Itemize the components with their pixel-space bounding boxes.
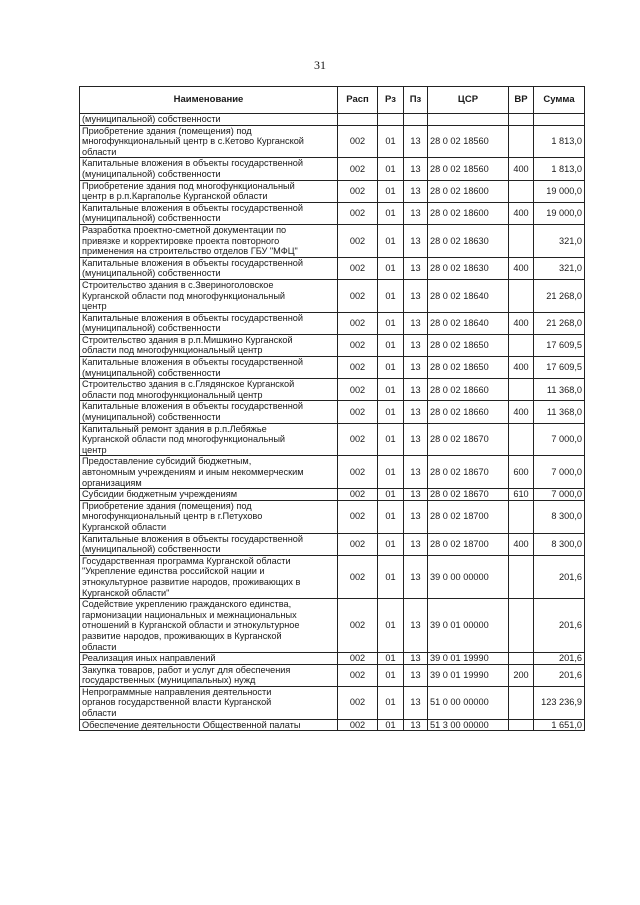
cell-name: Субсидии бюджетным учреждениям (80, 489, 338, 501)
cell-rz: 01 (378, 664, 404, 686)
cell-rasp: 002 (338, 423, 378, 456)
cell-vr (509, 500, 534, 533)
cell-sum: 8 300,0 (534, 500, 585, 533)
cell-vr: 400 (509, 533, 534, 555)
cell-pz: 13 (404, 158, 428, 180)
cell-sum: 201,6 (534, 664, 585, 686)
cell-sum: 201,6 (534, 599, 585, 653)
cell-csr: 28 0 02 18670 (428, 456, 509, 489)
cell-csr: 39 0 01 19990 (428, 653, 509, 665)
cell-rasp: 002 (338, 357, 378, 379)
cell-name: Строительство здания в с.Глядянское Курганской области под многофункциональный центр (80, 379, 338, 401)
table-row (80, 500, 585, 533)
cell-rz: 01 (378, 423, 404, 456)
table-row (80, 125, 585, 158)
table-row (80, 180, 585, 202)
cell-pz: 13 (404, 533, 428, 555)
cell-sum: 1 813,0 (534, 125, 585, 158)
cell-name: Обеспечение деятельности Общественной палаты (80, 719, 338, 731)
cell-rz: 01 (378, 379, 404, 401)
cell-rz: 01 (378, 500, 404, 533)
cell-name: Капитальные вложения в объекты государственной (муниципальной) собственности (80, 357, 338, 379)
cell-csr: 28 0 02 18640 (428, 312, 509, 334)
cell-pz: 13 (404, 357, 428, 379)
cell-pz: 13 (404, 423, 428, 456)
table-row (80, 489, 585, 501)
cell-csr: 28 0 02 18660 (428, 379, 509, 401)
cell-name: Приобретение здания (помещения) под многофункциональный центр в г.Петухово Курганской области (80, 500, 338, 533)
table-row (80, 423, 585, 456)
header-rz: Рз (378, 87, 404, 114)
cell-csr: 28 0 02 18650 (428, 357, 509, 379)
cell-rasp: 002 (338, 686, 378, 719)
cell-rasp: 002 (338, 401, 378, 423)
cell-name: Приобретение здания (помещения) под многофункциональный центр в с.Кетово Курганской области (80, 125, 338, 158)
cell-csr: 28 0 02 18600 (428, 202, 509, 224)
cell-vr: 400 (509, 312, 534, 334)
table-header-row (80, 87, 585, 114)
cell-vr: 200 (509, 664, 534, 686)
cell-rasp: 002 (338, 599, 378, 653)
cell-csr: 28 0 02 18600 (428, 180, 509, 202)
cell-rasp: 002 (338, 555, 378, 598)
cell-sum: 17 609,5 (534, 357, 585, 379)
cell-vr (509, 334, 534, 356)
table-row (80, 202, 585, 224)
cell-csr: 39 0 00 00000 (428, 555, 509, 598)
cell-rz: 01 (378, 489, 404, 501)
cell-rasp (338, 114, 378, 126)
table-row (80, 224, 585, 257)
cell-name: Приобретение здания под многофункциональный центр в р.п.Каргаполье Курганской области (80, 180, 338, 202)
cell-vr (509, 379, 534, 401)
cell-rz: 01 (378, 456, 404, 489)
cell-rasp: 002 (338, 664, 378, 686)
cell-pz: 13 (404, 555, 428, 598)
cell-rz: 01 (378, 401, 404, 423)
cell-rz: 01 (378, 257, 404, 279)
table-row (80, 158, 585, 180)
cell-rasp: 002 (338, 279, 378, 312)
cell-name: Реализация иных направлений (80, 653, 338, 665)
cell-sum: 123 236,9 (534, 686, 585, 719)
cell-csr: 28 0 02 18660 (428, 401, 509, 423)
cell-sum: 21 268,0 (534, 279, 585, 312)
header-pz: Пз (404, 87, 428, 114)
cell-name: Строительство здания в р.п.Мишкино Курганской области под многофункциональный центр (80, 334, 338, 356)
cell-pz: 13 (404, 202, 428, 224)
cell-rz: 01 (378, 158, 404, 180)
cell-vr: 600 (509, 456, 534, 489)
cell-name: Непрограммные направления деятельности органов государственной власти Курганской области (80, 686, 338, 719)
cell-csr: 39 0 01 00000 (428, 599, 509, 653)
cell-rasp: 002 (338, 533, 378, 555)
cell-vr (509, 125, 534, 158)
cell-csr: 28 0 02 18670 (428, 423, 509, 456)
cell-rasp: 002 (338, 489, 378, 501)
table-row (80, 257, 585, 279)
cell-vr (509, 180, 534, 202)
cell-sum: 321,0 (534, 257, 585, 279)
budget-table (79, 86, 585, 731)
cell-csr: 28 0 02 18630 (428, 257, 509, 279)
cell-rz: 01 (378, 533, 404, 555)
cell-csr: 51 3 00 00000 (428, 719, 509, 731)
cell-name: Капитальные вложения в объекты государственной (муниципальной) собственности (80, 533, 338, 555)
table-body (80, 114, 585, 731)
table-row (80, 334, 585, 356)
cell-sum: 21 268,0 (534, 312, 585, 334)
cell-pz: 13 (404, 599, 428, 653)
cell-rz: 01 (378, 719, 404, 731)
cell-pz: 13 (404, 180, 428, 202)
cell-sum: 1 813,0 (534, 158, 585, 180)
cell-csr: 28 0 02 18650 (428, 334, 509, 356)
cell-csr (428, 114, 509, 126)
cell-name: Капитальные вложения в объекты государственной (муниципальной) собственности (80, 202, 338, 224)
cell-name: Государственная программа Курганской области "Укрепление единства российской нации и этнокультурное развитие народов, проживающих в Курганской области" (80, 555, 338, 598)
cell-rz: 01 (378, 686, 404, 719)
cell-name: Закупка товаров, работ и услуг для обеспечения государственных (муниципальных) нужд (80, 664, 338, 686)
cell-sum: 11 368,0 (534, 379, 585, 401)
cell-pz: 13 (404, 500, 428, 533)
cell-csr: 28 0 02 18670 (428, 489, 509, 501)
cell-vr: 610 (509, 489, 534, 501)
cell-name: Капитальные вложения в объекты государственной (муниципальной) собственности (80, 312, 338, 334)
cell-csr: 28 0 02 18560 (428, 125, 509, 158)
cell-sum: 17 609,5 (534, 334, 585, 356)
cell-csr: 28 0 02 18700 (428, 500, 509, 533)
cell-sum: 8 300,0 (534, 533, 585, 555)
cell-rz (378, 114, 404, 126)
cell-pz: 13 (404, 334, 428, 356)
cell-rasp: 002 (338, 224, 378, 257)
cell-sum (534, 114, 585, 126)
table-row (80, 379, 585, 401)
cell-rz: 01 (378, 180, 404, 202)
table-row (80, 114, 585, 126)
cell-name: Капитальный ремонт здания в р.п.Лебяжье Курганской области под многофункциональный центр (80, 423, 338, 456)
cell-vr (509, 555, 534, 598)
cell-vr: 400 (509, 357, 534, 379)
cell-rasp: 002 (338, 312, 378, 334)
cell-name: Капитальные вложения в объекты государственной (муниципальной) собственности (80, 257, 338, 279)
cell-name: Разработка проектно-сметной документации по привязке и корректировке проекта повторного применения на строительство отделов ГБУ "МФЦ" (80, 224, 338, 257)
cell-rasp: 002 (338, 456, 378, 489)
cell-vr (509, 224, 534, 257)
cell-name: Капитальные вложения в объекты государственной (муниципальной) собственности (80, 401, 338, 423)
cell-sum: 7 000,0 (534, 456, 585, 489)
table-row (80, 312, 585, 334)
cell-pz: 13 (404, 257, 428, 279)
cell-sum: 7 000,0 (534, 423, 585, 456)
cell-pz: 13 (404, 686, 428, 719)
cell-sum: 1 651,0 (534, 719, 585, 731)
cell-sum: 11 368,0 (534, 401, 585, 423)
cell-pz: 13 (404, 125, 428, 158)
cell-rz: 01 (378, 599, 404, 653)
cell-csr: 28 0 02 18700 (428, 533, 509, 555)
cell-rz: 01 (378, 555, 404, 598)
cell-rz: 01 (378, 125, 404, 158)
cell-name: Капитальные вложения в объекты государственной (муниципальной) собственности (80, 158, 338, 180)
table-row (80, 686, 585, 719)
header-name: Наименование (80, 87, 338, 114)
table-row (80, 533, 585, 555)
cell-vr (509, 686, 534, 719)
cell-csr: 39 0 01 19990 (428, 664, 509, 686)
cell-rz: 01 (378, 224, 404, 257)
cell-pz: 13 (404, 489, 428, 501)
cell-rasp: 002 (338, 379, 378, 401)
cell-rasp: 002 (338, 500, 378, 533)
table-row (80, 357, 585, 379)
cell-rasp: 002 (338, 257, 378, 279)
cell-rz: 01 (378, 312, 404, 334)
cell-rz: 01 (378, 202, 404, 224)
cell-vr (509, 599, 534, 653)
cell-vr (509, 719, 534, 731)
cell-vr (509, 653, 534, 665)
cell-name: Содействие укреплению гражданского единства, гармонизации национальных и межнациональных отношений в Курганской области и этнокультурное развитие народов, проживающих в Курганской области (80, 599, 338, 653)
cell-rasp: 002 (338, 719, 378, 731)
cell-sum: 201,6 (534, 653, 585, 665)
cell-vr: 400 (509, 257, 534, 279)
cell-csr: 28 0 02 18640 (428, 279, 509, 312)
cell-sum: 19 000,0 (534, 180, 585, 202)
header-vr: ВР (509, 87, 534, 114)
cell-rz: 01 (378, 357, 404, 379)
cell-rasp: 002 (338, 180, 378, 202)
cell-rasp: 002 (338, 158, 378, 180)
cell-vr: 400 (509, 158, 534, 180)
cell-pz: 13 (404, 456, 428, 489)
table-row (80, 279, 585, 312)
header-csr: ЦСР (428, 87, 509, 114)
table-row (80, 664, 585, 686)
cell-pz (404, 114, 428, 126)
cell-name: Предоставление субсидий бюджетным, автономным учреждениям и иным некоммерческим организациям (80, 456, 338, 489)
cell-rasp: 002 (338, 202, 378, 224)
cell-pz: 13 (404, 664, 428, 686)
cell-vr (509, 279, 534, 312)
cell-name: (муниципальной) собственности (80, 114, 338, 126)
cell-pz: 13 (404, 279, 428, 312)
cell-vr: 400 (509, 202, 534, 224)
table-row (80, 401, 585, 423)
cell-name: Строительство здания в с.Звериноголовское Курганской области под многофункциональный центр (80, 279, 338, 312)
cell-rasp: 002 (338, 125, 378, 158)
cell-csr: 51 0 00 00000 (428, 686, 509, 719)
cell-pz: 13 (404, 653, 428, 665)
cell-rz: 01 (378, 279, 404, 312)
cell-sum: 19 000,0 (534, 202, 585, 224)
table-row (80, 456, 585, 489)
table-row (80, 653, 585, 665)
table-row (80, 599, 585, 653)
cell-pz: 13 (404, 224, 428, 257)
table-row (80, 555, 585, 598)
page-number: 31 (314, 58, 326, 72)
cell-csr: 28 0 02 18630 (428, 224, 509, 257)
cell-rz: 01 (378, 334, 404, 356)
cell-sum: 201,6 (534, 555, 585, 598)
cell-pz: 13 (404, 719, 428, 731)
cell-sum: 7 000,0 (534, 489, 585, 501)
cell-pz: 13 (404, 312, 428, 334)
cell-sum: 321,0 (534, 224, 585, 257)
table-row (80, 719, 585, 731)
cell-vr (509, 423, 534, 456)
cell-rasp: 002 (338, 653, 378, 665)
cell-csr: 28 0 02 18560 (428, 158, 509, 180)
header-rasp: Расп (338, 87, 378, 114)
cell-rasp: 002 (338, 334, 378, 356)
cell-vr (509, 114, 534, 126)
cell-vr: 400 (509, 401, 534, 423)
header-sum: Сумма (534, 87, 585, 114)
cell-rz: 01 (378, 653, 404, 665)
cell-pz: 13 (404, 401, 428, 423)
cell-pz: 13 (404, 379, 428, 401)
